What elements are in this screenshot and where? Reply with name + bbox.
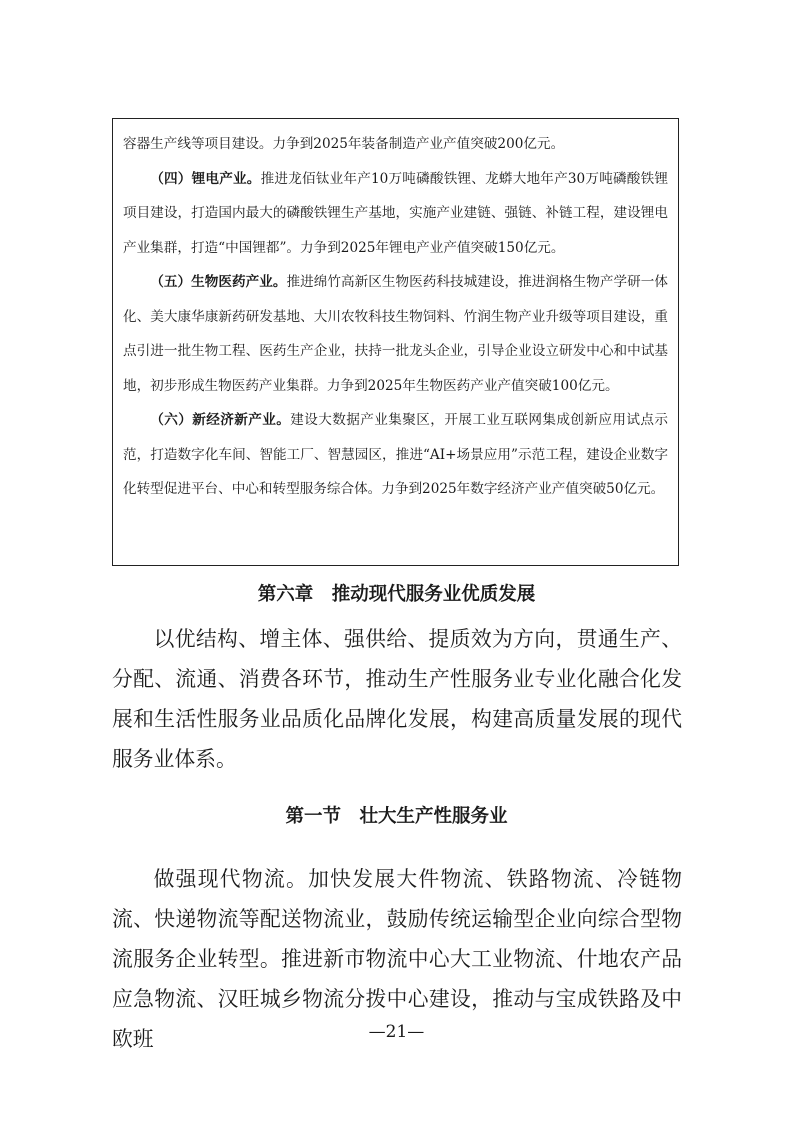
item-heading: （六）新经济新产业。 (150, 412, 291, 428)
item-text: 推进龙佰钛业年产10万吨磷酸铁锂、龙蟒大地年产30万吨磷酸铁锂项目建设，打造国内最大的磷酸铁锂生产基地，实施产业建链、强链、补链工程，建设锂电产业集群，打造“中国锂都”。力争到2025年锂电产业产值突破150亿元。 (123, 170, 669, 256)
boxed-excerpt (112, 118, 679, 566)
chapter-title: 第六章 推动现代服务业优质发展 (257, 584, 536, 605)
box-item-lithium (123, 162, 668, 266)
box-item-new-economy (123, 403, 668, 507)
section-paragraph: 做强现代物流。加快发展大件物流、铁路物流、冷链物流、快递物流等配送物流业，鼓励传统运输型企业向综合型物流服务企业转型。推进新市物流中心大工业物流、什地农产品应急物流、汉旺城乡物流分拨中心建设，推动与宝成铁路及中欧班 (112, 867, 682, 1051)
item-heading: （五）生物医药产业。 (150, 274, 287, 290)
item-text: 建设大数据产业集聚区，开展工业互联网集成创新应用试点示范，打造数字化车间、智能工厂、智慧园区，推进“AI+场景应用”示范工程，建设企业数字化转型促进平台、中心和转型服务综合体。力争到2025年数字经济产业产值突破50亿元。 (123, 412, 668, 497)
box-continuation: 容器生产线等项目建设。力争到2025年装备制造产业产值突破200亿元。 (123, 136, 565, 152)
item-text: 推进绵竹高新区生物医药科技城建设，推进润格生物产学研一体化、美大康华康新药研发基地、大川农牧科技生物饲料、竹润生物产业升级等项目建设，重点引进一批生物工程、医药生产企业，扶持一批龙头企业，引导企业设立研发中心和中试基地，初步形成生物医药产业集群。力争到2025年生物医药产业产值突破100亿元。 (123, 274, 669, 394)
item-heading: （四）锂电产业。 (150, 170, 261, 187)
section-title: 第一节 壮大生产性服务业 (285, 806, 508, 827)
box-item-biomedicine (123, 265, 668, 403)
page-number: —21— (368, 1022, 425, 1042)
chapter-intro-paragraph: 以优结构、增主体、强供给、提质效为方向，贯通生产、分配、流通、消费各环节，推动生产性服务业专业化融合化发展和生活性服务业品质化品牌化发展，构建高质量发展的现代服务业体系。 (112, 627, 682, 771)
